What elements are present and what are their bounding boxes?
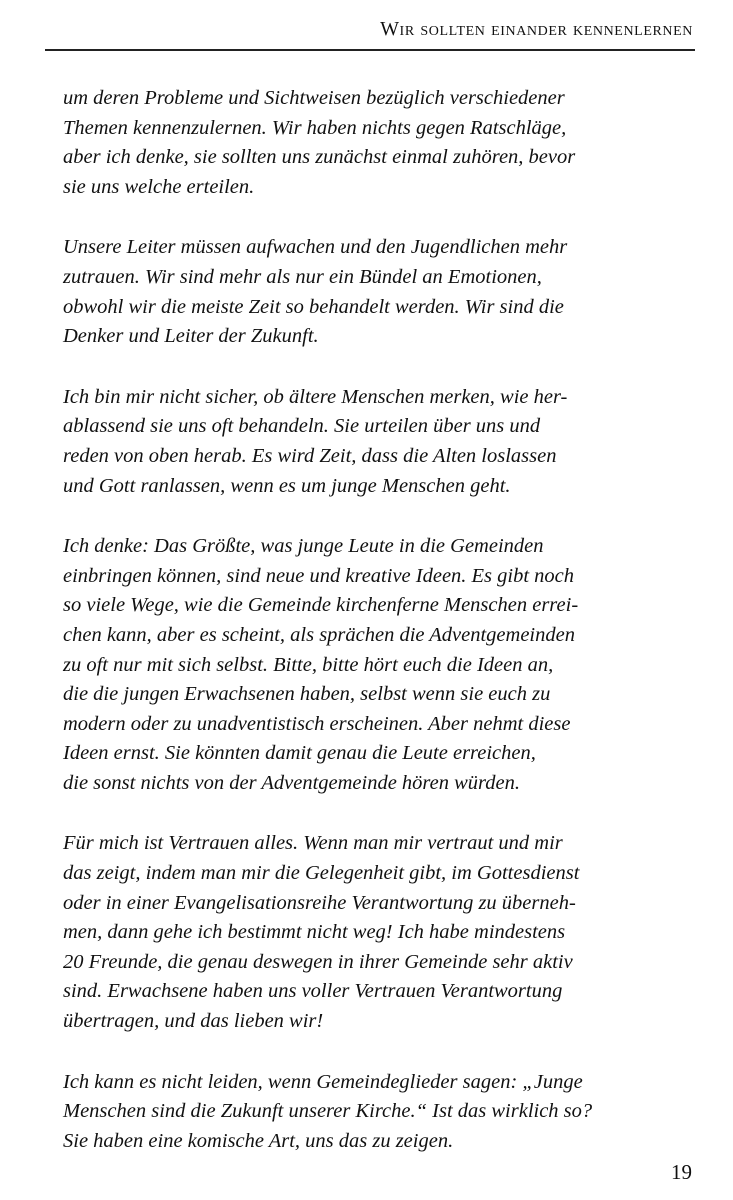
text-line: einbringen können, sind neue und kreative Ideen. Es gibt noch	[63, 564, 575, 587]
text-line: um deren Probleme und Sichtweisen bezüglich verschiedener	[63, 87, 565, 109]
text-line: das zeigt, indem man mir die Gelegenheit gibt, im Gottesdienst	[63, 862, 580, 885]
text-line: chen kann, aber es scheint, als sprächen die Adventgemeinden	[63, 623, 575, 646]
text-line: ablassend sie uns oft behandeln. Sie urteilen über uns und	[63, 415, 541, 438]
text-line: sie uns welche erteilen.	[63, 175, 255, 198]
header-rule	[45, 49, 695, 51]
paragraph	[63, 383, 663, 501]
text-line: modern oder zu unadventistisch erscheinen. Aber nehmt diese	[63, 712, 571, 735]
text-line: Ich kann es nicht leiden, wenn Gemeindeglieder sagen: „Junge	[63, 1070, 583, 1093]
text-line: und Gott ranlassen, wenn es um junge Menschen geht.	[63, 474, 511, 497]
paragraph	[63, 829, 663, 1036]
paragraph	[63, 84, 663, 202]
text-line: men, dann gehe ich bestimmt nicht weg! Ich habe mindestens	[63, 921, 566, 944]
text-line: Themen kennenzulernen. Wir haben nichts gegen Ratschläge,	[63, 116, 567, 139]
text-line: aber ich denke, sie sollten uns zunächst einmal zuhören, bevor	[63, 146, 576, 169]
text-line: die die jungen Erwachsenen haben, selbst wenn sie euch zu	[63, 683, 551, 706]
text-line: Unsere Leiter müssen aufwachen und den Jugendlichen mehr	[63, 236, 568, 259]
text-line: Sie haben eine komische Art, uns das zu zeigen.	[63, 1129, 454, 1152]
text-line: Ich bin mir nicht sicher, ob ältere Menschen merken, wie her-	[63, 385, 568, 408]
text-line: oder in einer Evangelisationsreihe Verantwortung zu überneh-	[63, 891, 576, 914]
page-number: 19	[671, 1160, 692, 1184]
text-line: Denker und Leiter der Zukunft.	[63, 325, 319, 348]
text-line: sind. Erwachsene haben uns voller Vertrauen Verantwortung	[63, 980, 563, 1003]
text-line: 20 Freunde, die genau deswegen in ihrer Gemeinde sehr aktiv	[63, 950, 573, 973]
paragraph	[63, 233, 663, 351]
paragraph	[63, 1068, 663, 1157]
text-line: die sonst nichts von der Adventgemeinde hören würden.	[63, 771, 520, 794]
text-line: zu oft nur mit sich selbst. Bitte, bitte hört euch die Ideen an,	[63, 653, 554, 676]
text-line: übertragen, und das lieben wir!	[63, 1010, 324, 1033]
text-line: Ich denke: Das Größte, was junge Leute in die Gemeinden	[63, 535, 544, 558]
text-line: Für mich ist Vertrauen alles. Wenn man mir vertraut und mir	[63, 832, 563, 855]
text-line: reden von oben herab. Es wird Zeit, dass die Alten loslassen	[63, 444, 557, 467]
running-head: Wir sollten einander kennenlernen	[380, 18, 693, 40]
body-text	[63, 84, 663, 1187]
text-line: obwohl wir die meiste Zeit so behandelt werden. Wir sind die	[63, 295, 564, 318]
text-line: zutrauen. Wir sind mehr als nur ein Bündel an Emotionen,	[63, 265, 542, 288]
paragraph	[63, 532, 663, 798]
text-line: so viele Wege, wie die Gemeinde kirchenferne Menschen errei-	[63, 594, 579, 617]
text-line: Ideen ernst. Sie könnten damit genau die Leute erreichen,	[63, 742, 536, 765]
text-line: Menschen sind die Zukunft unserer Kirche.“ Ist das wirklich so?	[63, 1100, 593, 1123]
